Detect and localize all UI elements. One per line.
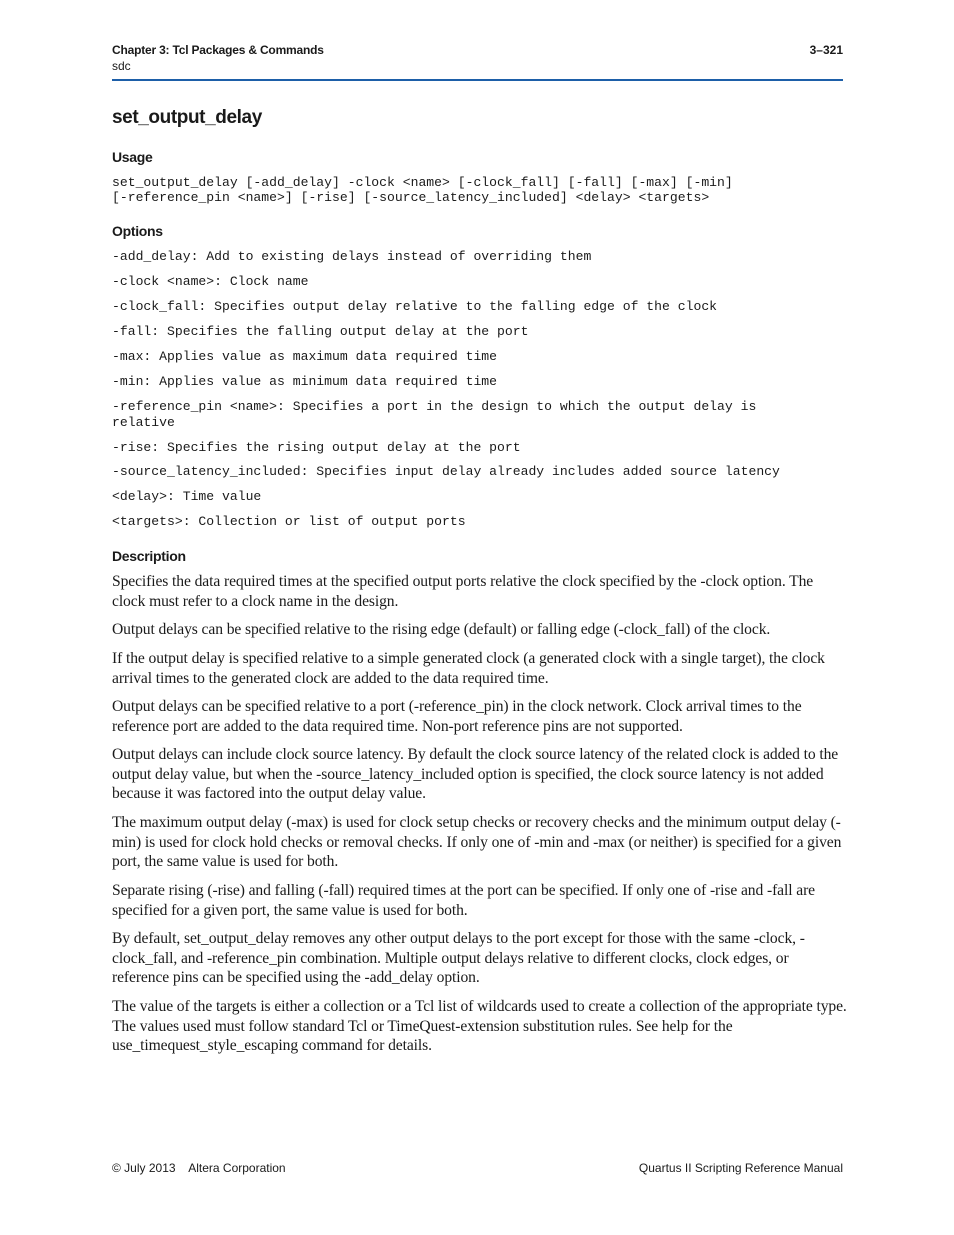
- manual-title: Quartus II Scripting Reference Manual: [638, 1161, 843, 1175]
- option-item: -clock_fall: Specifies output delay relative to the falling edge of the clock: [112, 299, 718, 314]
- description-paragraph: Output delays can include clock source latency. By default the clock source latency of the related clock is added to the output delay value, but when the -source_latency_included option is specified, the clock source latency is not added because it was factored into the output delay value.: [112, 746, 839, 802]
- option-item: -reference_pin <name>: Specifies a port in the design to which the output delay is relative: [112, 399, 757, 430]
- options-heading: Options: [112, 223, 163, 239]
- option-item: <targets>: Collection or list of output ports: [112, 514, 466, 529]
- description-paragraph: The value of the targets is either a collection or a Tcl list of wildcards used to create a collection of the appropriate type. The values used must follow standard Tcl or TimeQuest-extension substitution rules. See help for the use_timequest_style_escaping command for details.: [112, 998, 847, 1054]
- page-title: set_output_delay: [112, 107, 262, 128]
- option-item: -min: Applies value as minimum data required time: [112, 374, 498, 389]
- option-item: -add_delay: Add to existing delays instead of overriding them: [112, 249, 592, 264]
- description-paragraph: Separate rising (-rise) and falling (-fall) required times at the port can be specified. If only one of -rise and -fall are specified for a given port, the same value is used for both.: [112, 882, 815, 919]
- description-paragraph: Specifies the data required times at the specified output ports relative the clock specified by the -clock option. The clock must refer to a clock name in the design.: [112, 573, 814, 610]
- option-item: -fall: Specifies the falling output delay at the port: [112, 324, 529, 339]
- chapter-title: Chapter 3: Tcl Packages & Commands: [112, 43, 324, 57]
- option-item: <delay>: Time value: [112, 489, 262, 504]
- page-header: [112, 43, 843, 81]
- description-paragraph: By default, set_output_delay removes any other output delays to the port except for those with the same -clock, -clock_fall, and -reference_pin combination. Multiple output delays relative to different clocks, clock edges, or reference pins can be specified using the -add_delay option.: [112, 930, 805, 986]
- option-item: -rise: Specifies the rising output delay at the port: [112, 440, 521, 455]
- description-paragraph: Output delays can be specified relative to the rising edge (default) or falling edge (-clock_fall) of the clock.: [112, 621, 771, 638]
- option-item: -max: Applies value as maximum data required time: [112, 349, 498, 364]
- option-item: -source_latency_included: Specifies input delay already includes added source latency: [112, 464, 780, 479]
- page-number: 3–321: [809, 43, 843, 57]
- usage-line: [-reference_pin <name>] [-rise] [-source_latency_included] <delay> <targets>: [112, 190, 710, 205]
- description-heading: Description: [112, 548, 186, 564]
- description-paragraph: The maximum output delay (-max) is used for clock setup checks or recovery checks and the minimum output delay (-min) is used for clock hold checks or removal checks. If only one of -min and -max (or neither) is specified for a given port, the same value is used for both.: [112, 814, 842, 870]
- description-paragraph: Output delays can be specified relative to a port (-reference_pin) in the clock network. Clock arrival times to the reference port are added to the data required time. Non-port reference pins are not supported.: [112, 698, 802, 735]
- copyright-notice: © July 2013 Altera Corporation: [112, 1161, 286, 1175]
- section-name: sdc: [112, 59, 131, 73]
- usage-heading: Usage: [112, 149, 153, 165]
- option-item: -clock <name>: Clock name: [112, 274, 309, 289]
- description-paragraph: If the output delay is specified relative to a simple generated clock (a generated clock with a single target), the clock arrival times to the generated clock are added to the data required time.: [112, 650, 825, 687]
- usage-line: set_output_delay [-add_delay] -clock <name> [-clock_fall] [-fall] [-max] [-min]: [112, 175, 733, 190]
